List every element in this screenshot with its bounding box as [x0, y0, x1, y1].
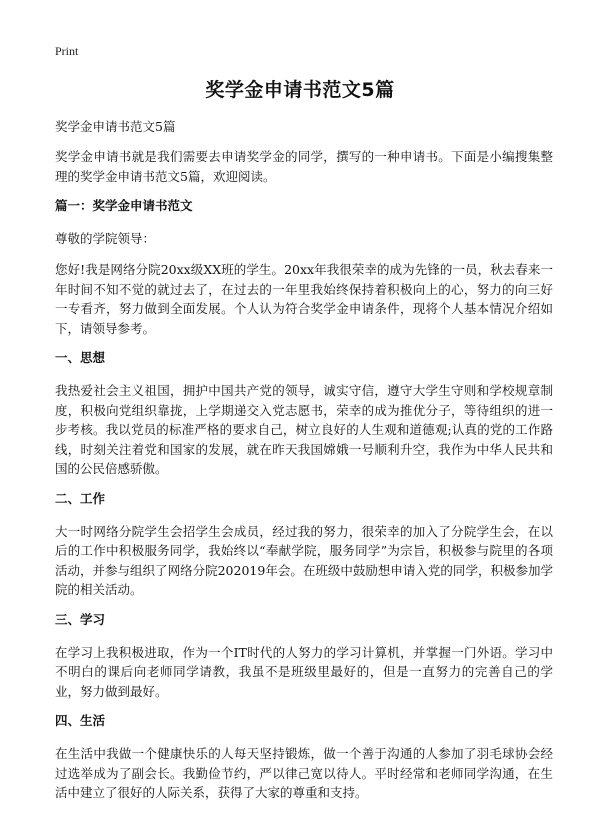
article-heading: 篇一：奖学金申请书范文 [55, 198, 193, 213]
section-heading-study: 三、学习 [55, 611, 106, 627]
page-title: 奖学金申请书范文5篇 [205, 79, 395, 101]
section-text-work: 大一时网络分院学生会招学生会成员，经过我的努力，很荣幸的加入了分院学生会，在以后的工作中积极服务同学，我始终以“奉献学院，服务同学”为宗旨，积极参与院里的各项活动，并参与组织了网络分院202019年会。在班级中鼓励想申请入党的同学，积极参加学院的相关活动。 [55, 523, 553, 597]
section-heading-thought: 一、思想 [55, 350, 106, 365]
salutation: 尊敬的学院领导： [55, 231, 156, 246]
article-body [55, 117, 553, 814]
print-link[interactable]: Print [55, 44, 79, 58]
section-heading-life: 四、生活 [55, 713, 106, 728]
section-text-life: 在生活中我做一个健康快乐的人每天坚持锻炼，做一个善于沟通的人参加了羽毛球协会经过选举成为了副会长。我勤俭节约，严以律己宽以待人。平时经常和老师同学沟通，在生活中建立了很好的人际关系，获得了大家的尊重和支持。 [55, 746, 553, 800]
section-text-thought: 我热爱社会主义祖国，拥护中国共产党的领导，诚实守信，遵守大学生守则和学校规章制度，积极向党组织靠拢，上学期递交入党志愿书，荣幸的成为推优分子，等待组织的进一步考核。我以党员的标准严格的要求自己，树立良好的人生观和道德观;认真的党的工作路线，时刻关注着党和国家的发展，就在昨天我国嫦娥一号顺利升空，我作为中华人民共和国的公民倍感骄傲。 [55, 383, 553, 476]
section-heading-work: 二、工作 [55, 490, 106, 506]
intro-paragraph: 奖学金申请书就是我们需要去申请奖学金的同学，撰写的一种申请书。下面是小编搜集整理的奖学金申请书范文5篇，欢迎阅读。 [55, 149, 553, 184]
subtitle: 奖学金申请书范文5篇 [55, 119, 176, 134]
section-text-study: 在学习上我积极进取，作为一个IT时代的人努力的学习计算机，并掌握一门外语。学习中不明白的课后向老师同学请教，我虽不是班级里最好的，但是一直努力的完善自己的学业，努力做到最好。 [55, 644, 553, 699]
opening-paragraph: 您好!我是网络分院20xx级XX班的学生。20xx年我很荣幸的成为先锋的一员，秋去春来一年时间不知不觉的就过去了，在过去的一年里我始终保持着积极向上的心，努力的向三好一专看齐，努力做到全面发展。个人认为符合奖学金申请条件，现将个人基本情况介绍如下，请领导参考。 [55, 262, 553, 336]
